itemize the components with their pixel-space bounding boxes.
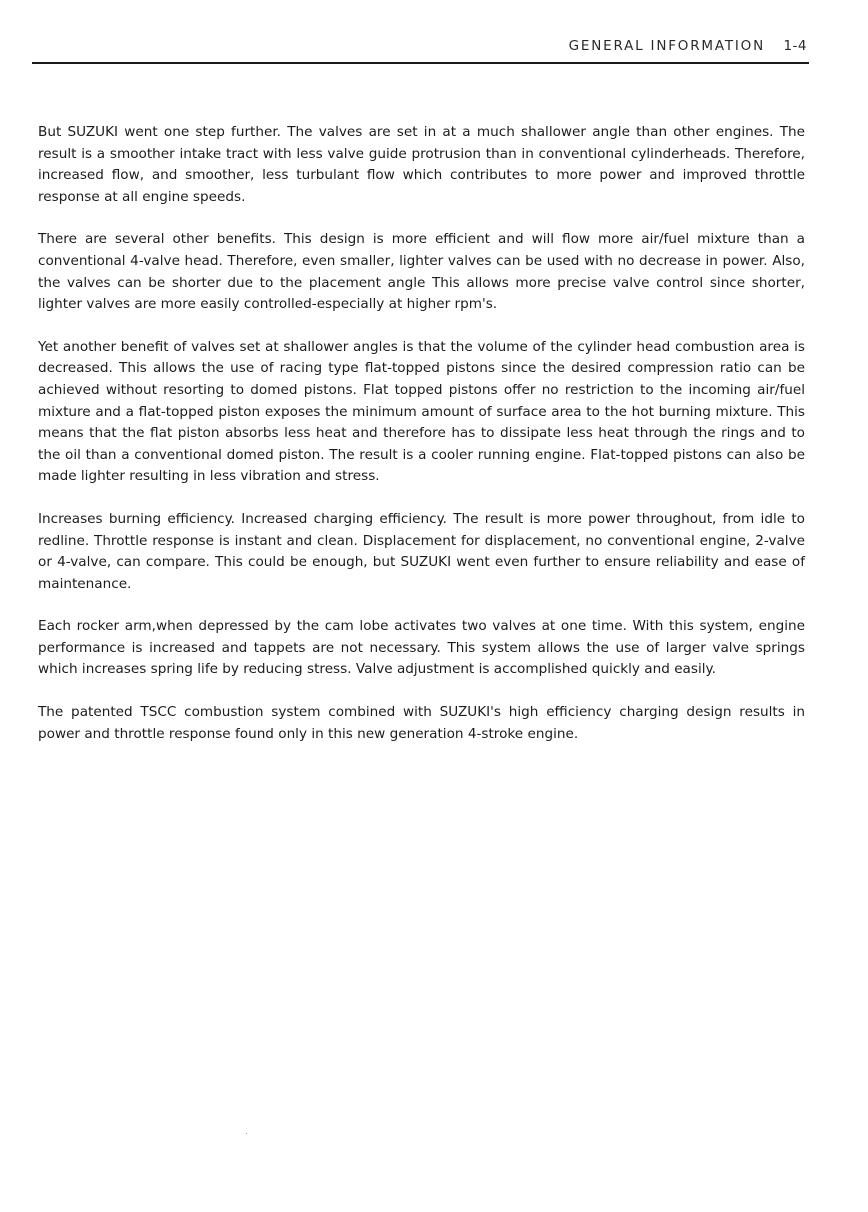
scan-speck — [246, 1133, 247, 1134]
body-text — [38, 122, 805, 766]
paragraph-flat-pistons: Yet another benefit of valves set at shallower angles is that the volume of the cylinder head combustion area is decreased. This allows the use of racing type flat-topped pistons since the desired compression ratio can be achieved without resorting to domed pistons. Flat topped pistons offer no restriction to the incoming air/fuel mixture and a flat-topped piston exposes the minimum amount of surface area to the hot burning mixture. This means that the flat piston absorbs less heat and therefore has to dissipate less heat through the rings and to the oil than a conventional domed piston. The result is a cooler running engine. Flat-topped pistons can also be made lighter resulting in less vibration and stress. — [38, 338, 805, 485]
page-number: 1-4 — [783, 38, 807, 54]
section-title: GENERAL INFORMATION — [568, 38, 765, 54]
paragraph-tscc: The patented TSCC combustion system combined with SUZUKI's high efficiency charging design results in power and throttle response found only in this new generation 4-stroke engine. — [38, 704, 805, 742]
paragraph-valve-angle: But SUZUKI went one step further. The valves are set in at a much shallower angle than other engines. The result is a smoother intake tract with less valve guide protrusion than in conventional cylinderheads. Therefore, increased flow, and smoother, less turbulant flow which contributes to more power and improved throttle response at all engine speeds. — [38, 124, 805, 205]
paragraph-other-benefits: There are several other benefits. This design is more efficient and will flow more air/fuel mixture than a conventional 4-valve head. Therefore, even smaller, lighter valves can be used with no decrease in power. Also, the valves can be shorter due to the placement angle This allows more precise valve control since shorter, lighter valves are more easily controlled-especially at higher rpm's. — [38, 231, 805, 313]
page-header — [32, 36, 809, 64]
paragraph-efficiency: Increases burning efficiency. Increased charging efficiency. The result is more power throughout, from idle to redline. Throttle response is instant and clean. Displacement for displacement, no conventional engine, 2-valve or 4-valve, can compare. This could be enough, but SUZUKI went even further to ensure reliability and ease of maintenance. — [38, 510, 805, 592]
paragraph-rocker-arm: Each rocker arm,when depressed by the cam lobe activates two valves at one time. With this system, engine performance is increased and tappets are not necessary. This system allows the use of larger valve springs which increases spring life by reducing stress. Valve adjustment is accomplished quickly and easily. — [38, 618, 805, 678]
